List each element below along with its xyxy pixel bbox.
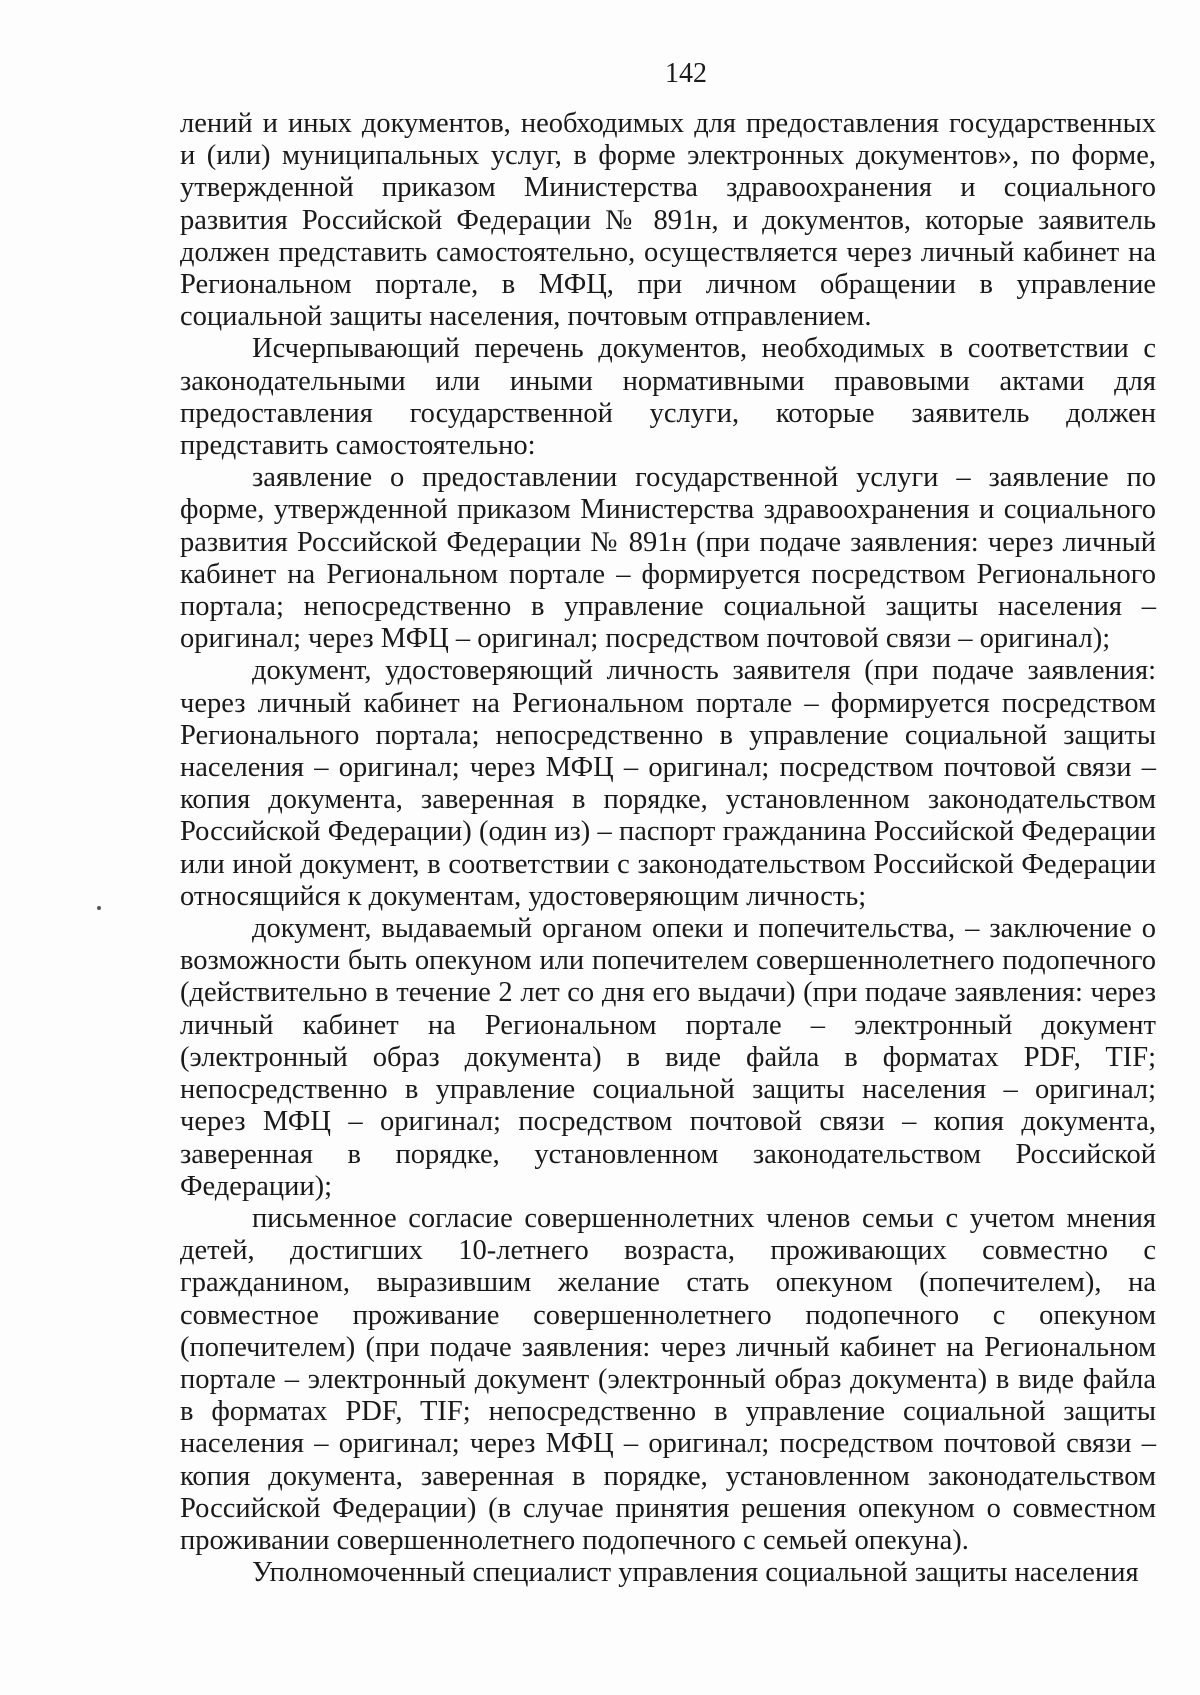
page-number: 142 — [665, 58, 707, 89]
paragraph-guardianship-conclusion: документ, выдаваемый органом опеки и попечительства, – заключение о возможности быть опекуном или попечителем совершеннолетнего подопечного (действительно в течение 2 лет со дня его выдачи) (при подаче заявления: через личный кабинет на Региональном портале – электронный документ (электронный образ документа) в виде файла в форматах PDF, TIF; непосредственно в управление социальной защиты населения – оригинал; через МФЦ – оригинал; посредством почтовой связи – копия документа, заверенная в порядке, установленном законодательством Российской Федерации); — [180, 913, 1156, 1202]
paragraph-application-form: заявление о предоставлении государственной услуги – заявление по форме, утвержденной приказом Министерства здравоохранения и социального развития Российской Федерации № 891н (при подаче заявления: через личный кабинет на Региональном портале – формируется посредством Регионального портала; непосредственно в управление социальной защиты населения – оригинал; через МФЦ – оригинал; посредством почтовой связи – оригинал); — [180, 462, 1156, 655]
paragraph-continuation: лений и иных документов, необходимых для предоставления государственных и (или) муниципальных услуг, в форме электронных документов», по форме, утвержденной приказом Министерства здравоохранения и социального развития Российской Федерации № 891н, и документов, которые заявитель должен представить самостоятельно, осуществляется через личный кабинет на Региональном портале, в МФЦ, при личном обращении в управление социальной защиты населения, почтовым отправлением. — [180, 108, 1156, 333]
document-body — [180, 108, 1156, 1589]
paragraph-identity-document: документ, удостоверяющий личность заявителя (при подаче заявления: через личный кабинет на Региональном портале – формируется посредством Регионального портала; непосредственно в управление социальной защиты населения – оригинал; через МФЦ – оригинал; посредством почтовой связи – копия документа, заверенная в порядке, установленном законодательством Российской Федерации) (один из) – паспорт гражданина Российской Федерации или иной документ, в соответствии с законодательством Российской Федерации относящийся к документам, удостоверяющим личность; — [180, 655, 1156, 912]
paragraph-document-list-intro: Исчерпывающий перечень документов, необходимых в соответствии с законодательными или иными нормативными правовыми актами для предоставления государственной услуги, которые заявитель должен представить самостоятельно: — [180, 333, 1156, 462]
paragraph-family-consent: письменное согласие совершеннолетних членов семьи с учетом мнения детей, достигших 10-летнего возраста, проживающих совместно с гражданином, выразившим желание стать опекуном (попечителем), на совместное проживание совершеннолетнего подопечного с опекуном (попечителем) (при подаче заявления: через личный кабинет на Региональном портале – электронный документ (электронный образ документа) в виде файла в форматах PDF, TIF; непосредственно в управление социальной защиты населения – оригинал; через МФЦ – оригинал; посредством почтовой связи – копия документа, заверенная в порядке, установленном законодательством Российской Федерации) (в случае принятия решения опекуном о совместном проживании совершеннолетнего подопечного с семьей опекуна). — [180, 1202, 1156, 1556]
scan-artifact-dot — [97, 906, 101, 910]
paragraph-authorized-specialist: Уполномоченный специалист управления социальной защиты населения — [252, 1557, 1139, 1589]
